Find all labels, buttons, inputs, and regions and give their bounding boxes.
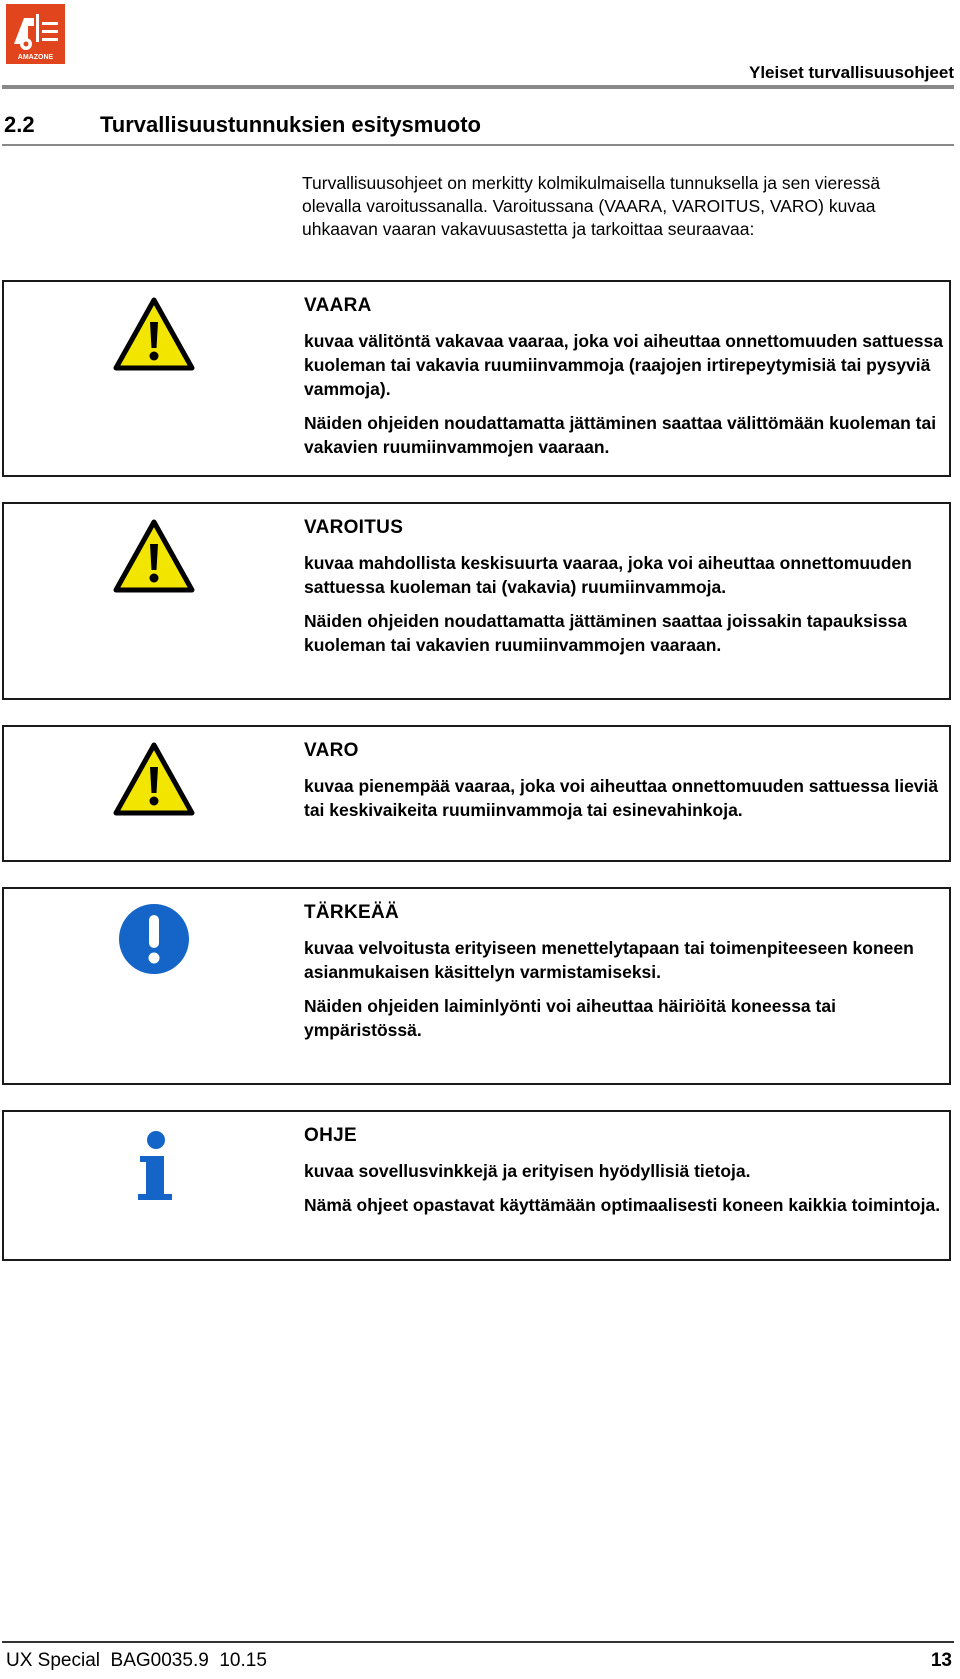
running-title: Yleiset turvallisuusohjeet	[748, 63, 954, 82]
exclamation-circle-icon	[118, 903, 190, 980]
notice-varoitus	[2, 502, 951, 700]
notice-tarkeaa	[2, 887, 951, 1085]
notice-description: kuvaa velvoitusta erityiseen menettelytapaan tai toimenpiteeseen koneen asianmukaisen käsittelyn varmistamiseksi.	[304, 938, 914, 982]
notice-description: kuvaa sovellusvinkkejä ja erityisen hyödyllisiä tietoja.	[304, 1161, 751, 1181]
notice-consequence: Näiden ohjeiden noudattamatta jättäminen saattaa joissakin tapauksissa kuoleman tai vakavien ruumiinvammojen vaaraan.	[304, 611, 907, 655]
warning-triangle-icon	[112, 296, 196, 377]
notice-vaara	[2, 280, 951, 477]
signal-word: TÄRKEÄÄ	[304, 902, 399, 923]
warning-triangle-icon	[112, 741, 196, 822]
notice-consequence: Näiden ohjeiden noudattamatta jättäminen saattaa välittömään kuoleman tai vakavien ruumiinvammojen vaaraan.	[304, 413, 937, 457]
notice-description: kuvaa mahdollista keskisuurta vaaraa, joka voi aiheuttaa onnettomuuden sattuessa kuoleman tai (vakavia) ruumiinvammoja.	[304, 553, 912, 597]
page-number: 13	[930, 1650, 952, 1671]
intro-paragraph: Turvallisuusohjeet on merkitty kolmikulmaisella tunnuksella ja sen vieressä olevalla varoitussanalla. Varoitussana (VAARA, VAROITUS, VARO) kuvaa uhkaavan vaaran vakavuusastetta ja tarkoittaa seuraavaa:	[302, 173, 881, 239]
warning-triangle-icon	[112, 518, 196, 599]
amazone-logo	[6, 4, 65, 64]
notice-ohje	[2, 1110, 951, 1261]
notice-description: kuvaa pienempää vaaraa, joka voi aiheuttaa onnettomuuden sattuessa lieviä tai keskivaikeita ruumiinvammoja tai esinevahinkoja.	[304, 776, 939, 820]
footer-document-id: UX Special BAG0035.9 10.15	[6, 1650, 267, 1671]
signal-word: OHJE	[304, 1125, 357, 1146]
notice-consequence: Näiden ohjeiden laiminlyönti voi aiheuttaa häiriöitä koneessa tai ympäristössä.	[304, 996, 836, 1040]
section-number: 2.2	[4, 112, 35, 137]
section-rule	[2, 144, 954, 146]
notice-varo	[2, 725, 951, 862]
signal-word: VARO	[304, 740, 359, 761]
signal-word: VAARA	[304, 295, 372, 316]
signal-word: VAROITUS	[304, 517, 404, 538]
section-title: Turvallisuustunnuksien esitysmuoto	[100, 112, 481, 137]
footer-rule	[2, 1641, 954, 1643]
info-icon	[134, 1130, 174, 1207]
notice-consequence: Nämä ohjeet opastavat käyttämään optimaalisesti koneen kaikkia toimintoja.	[304, 1195, 941, 1215]
header-rule	[2, 85, 954, 89]
notice-description: kuvaa välitöntä vakavaa vaaraa, joka voi aiheuttaa onnettomuuden sattuessa kuoleman tai vakavia ruumiinvammoja (raajojen irtirepeytymisiä tai pysyviä vammoja).	[304, 331, 944, 399]
logo-text: AMAZONE	[17, 54, 54, 61]
